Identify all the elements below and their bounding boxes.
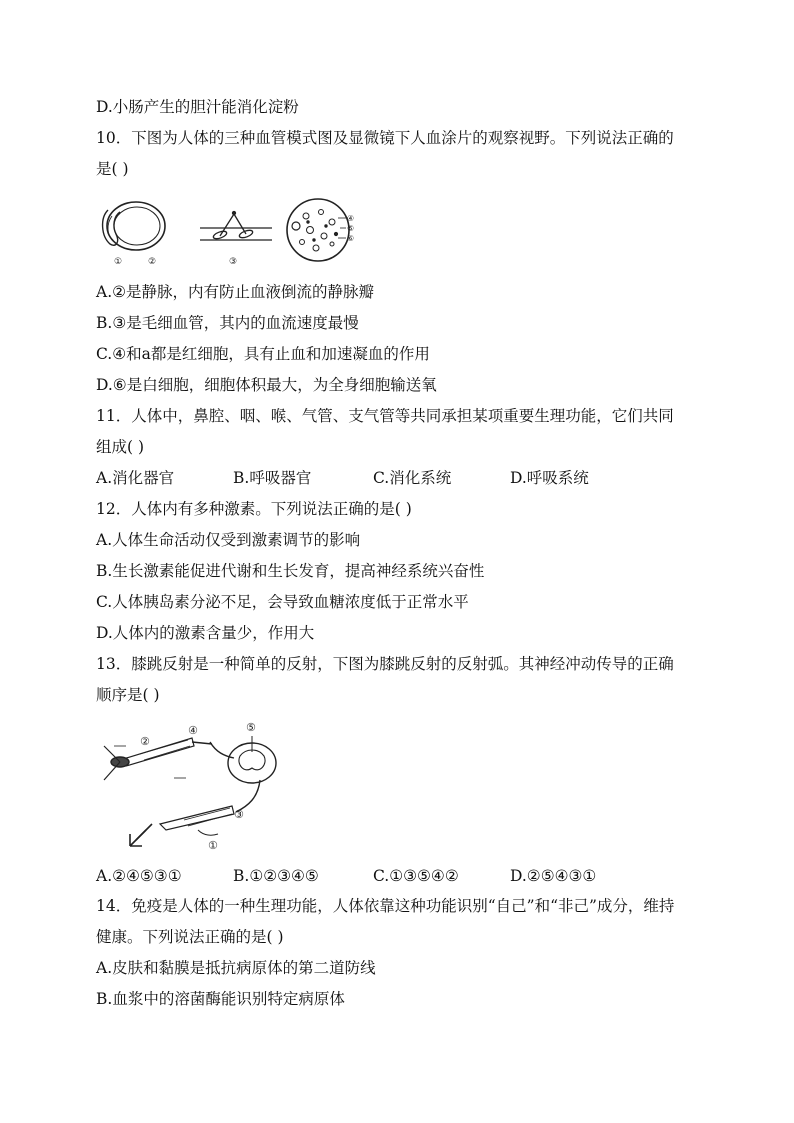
- q11-option-b: B.呼吸器官: [233, 469, 312, 487]
- q14-stem-line2: 健康。下列说法正确的是( ): [96, 928, 284, 946]
- q12-option-d: D.人体内的激素含量少，作用大: [96, 624, 315, 642]
- q10-option-b: B.③是毛细血管，其内的血流速度最慢: [96, 314, 359, 332]
- q11-stem-line1: 11．人体中，鼻腔、咽、喉、气管、支气管等共同承担某项重要生理功能，它们共同: [96, 407, 674, 425]
- q12-stem: 12．人体内有多种激素。下列说法正确的是( ): [96, 500, 412, 518]
- q13-stem-line2: 顺序是( ): [96, 686, 160, 704]
- q13-stem-line1: 13．膝跳反射是一种简单的反射，下图为膝跳反射的反射弧。其神经冲动传导的正确: [96, 655, 674, 673]
- q10-stem-line1: 10．下图为人体的三种血管模式图及显微镜下人血涂片的观察视野。下列说法正确的: [96, 129, 674, 147]
- q14-stem-line1: 14．免疫是人体的一种生理功能，人体依靠这种功能识别“自己”和“非己”成分，维持: [96, 897, 675, 915]
- q14-option-a: A.皮肤和黏膜是抵抗病原体的第二道防线: [96, 959, 376, 977]
- fig13-label-2: ②: [140, 735, 150, 748]
- q11-option-d: D.呼吸系统: [510, 469, 589, 487]
- reflex-arc-labels: [140, 721, 256, 852]
- fig13-label-1: ①: [208, 839, 218, 852]
- fig10-label-6: ⑥: [347, 234, 355, 243]
- q14-option-b: B.血浆中的溶菌酶能识别特定病原体: [96, 990, 345, 1008]
- reflex-arc-figure: [100, 718, 300, 860]
- q13-option-c: C.①③⑤④②: [373, 867, 459, 885]
- fig13-label-5: ⑤: [246, 721, 256, 734]
- fig10-label-3: ③: [229, 257, 238, 267]
- fig10-label-5: ⑤: [347, 224, 355, 233]
- blood-vessel-figure: [96, 196, 366, 268]
- q13-option-d: D.②⑤④③①: [510, 867, 597, 885]
- q11-option-a: A.消化器官: [96, 469, 175, 487]
- fig13-label-4: ④: [188, 724, 198, 737]
- q12-option-a: A.人体生命活动仅受到激素调节的影响: [96, 531, 361, 549]
- fig10-label-1: ①: [114, 257, 123, 267]
- q12-option-c: C.人体胰岛素分泌不足，会导致血糖浓度低于正常水平: [96, 593, 469, 611]
- vessel-artery-vein-drawing: [103, 202, 165, 250]
- q11-stem-line2: 组成( ): [96, 438, 145, 456]
- q13-option-b: B.①②③④⑤: [233, 867, 319, 885]
- q10-option-c: C.④和a都是红细胞，具有止血和加速凝血的作用: [96, 345, 430, 363]
- fig10-label-2: ②: [148, 257, 157, 267]
- q12-option-b: B.生长激素能促进代谢和生长发育，提高神经系统兴奋性: [96, 562, 485, 580]
- blood-smear-drawing: [287, 199, 349, 261]
- q13-option-a: A.②④⑤③①: [96, 867, 182, 885]
- fig13-label-3: ③: [234, 808, 244, 821]
- q9-option-d: D.小肠产生的胆汁能消化淀粉: [96, 98, 299, 116]
- q10-option-a: A.②是静脉，内有防止血液倒流的静脉瓣: [96, 283, 375, 301]
- fig10-label-4: ④: [347, 214, 355, 223]
- q10-stem-line2: 是( ): [96, 160, 129, 178]
- capillary-drawing: [200, 212, 272, 241]
- reflex-arc-drawing: [104, 736, 276, 846]
- q10-option-d: D.⑥是白细胞，细胞体积最大，为全身细胞输送氧: [96, 376, 437, 394]
- q11-option-c: C.消化系统: [373, 469, 452, 487]
